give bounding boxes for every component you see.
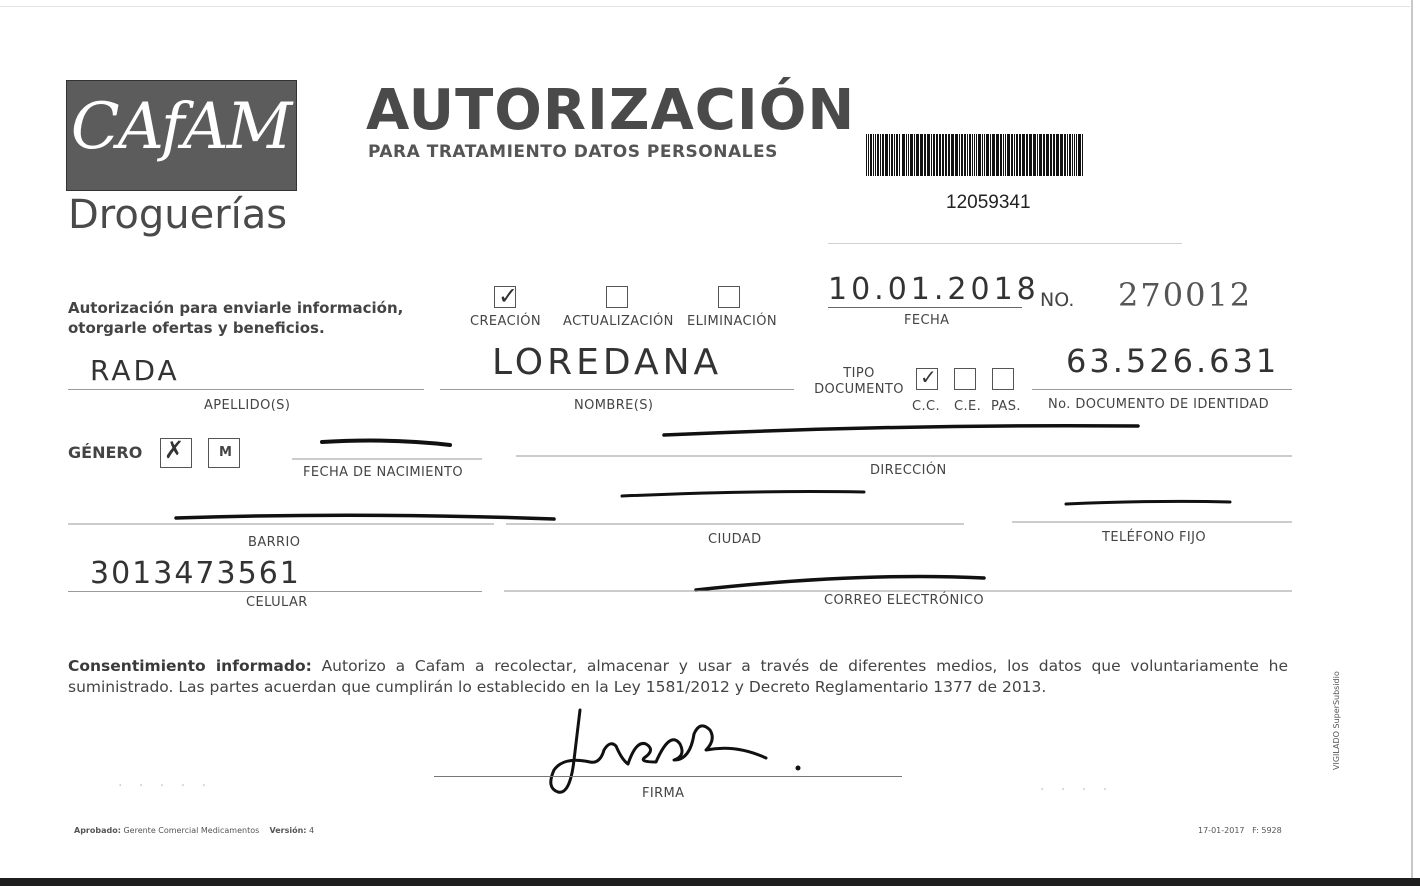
fecha-nacimiento-label: FECHA DE NACIMIENTO: [303, 465, 463, 480]
barcode-bar: [891, 134, 893, 176]
barcode: [866, 134, 1086, 176]
genero-m-label: M: [219, 445, 233, 460]
check-mark-genero-f: ✗: [164, 436, 185, 464]
barcode-bar: [875, 134, 876, 176]
barcode-bar: [955, 134, 958, 176]
checkbox-pas[interactable]: [992, 368, 1014, 390]
date-code: 17-01-2017: [1198, 826, 1245, 835]
barcode-bar: [896, 134, 898, 176]
barcode-bar: [1046, 134, 1049, 176]
barcode-bar: [1076, 134, 1077, 176]
vigilado-mark: VIGILADO SuperSubsidio: [1332, 671, 1341, 770]
barcode-bar: [906, 134, 907, 176]
barcode-bar: [969, 134, 971, 176]
barcode-bar: [967, 134, 968, 176]
barcode-bar: [924, 134, 926, 176]
direccion-label: DIRECCIÓN: [870, 463, 947, 478]
footer-approval: [74, 826, 314, 835]
barcode-bar: [1014, 134, 1015, 176]
barcode-bar: [931, 134, 932, 176]
barcode-bar: [972, 134, 973, 176]
barcode-bar: [1053, 134, 1055, 176]
barcode-bar: [951, 134, 954, 176]
barcode-bar: [885, 134, 888, 176]
barcode-bar: [996, 134, 999, 176]
barcode-bar: [959, 134, 960, 176]
barcode-bar: [873, 134, 874, 176]
telefono-label: TELÉFONO FIJO: [1102, 530, 1206, 545]
doc-type-pas-label: PAS.: [991, 399, 1021, 414]
barcode-bar: [889, 134, 890, 176]
faint-artifact-left: · · · · ·: [118, 778, 213, 794]
genero-label: GÉNERO: [68, 443, 143, 462]
check-mark-cc: ✓: [920, 365, 937, 389]
barcode-bar: [1069, 134, 1071, 176]
barcode-bar: [880, 134, 881, 176]
apellidos-line: [68, 389, 424, 390]
documento-value[interactable]: 63.526.631: [1066, 342, 1280, 380]
checkbox-eliminacion[interactable]: [718, 286, 740, 308]
no-label: NO.: [1040, 289, 1075, 311]
celular-value[interactable]: 3013473561: [90, 556, 301, 591]
version-label: Versión:: [269, 826, 307, 835]
barcode-bar: [1016, 134, 1018, 176]
barcode-bar: [942, 134, 944, 176]
barcode-bar: [1072, 134, 1073, 176]
fecha-line: [828, 307, 1022, 308]
barcode-bar: [899, 134, 900, 176]
consent-text: Autorizo a Cafam a recolectar, almacenar y usar a través de diferentes medios, los datos que voluntariamente he suministrado. Las partes acuerdan que cumplirán lo establecido en la Ley 1581/2012 y Decreto Reglamentario 1377 de 2013.: [68, 657, 1288, 696]
barcode-bar: [974, 134, 975, 176]
barrio-label: BARRIO: [248, 535, 301, 550]
barcode-bar: [961, 134, 963, 176]
documento-label: No. DOCUMENTO DE IDENTIDAD: [1048, 397, 1270, 412]
barcode-bar: [1074, 134, 1075, 176]
barcode-bar: [1043, 134, 1045, 176]
form-number: 270012: [1118, 276, 1253, 314]
check-mark-creacion: ✓: [498, 282, 519, 310]
barcode-bar: [908, 134, 909, 176]
barcode-bar: [933, 134, 935, 176]
celular-line: [68, 591, 482, 592]
fecha-nacimiento-redaction: [290, 436, 490, 466]
cafam-logo-text: CAfAM: [70, 90, 291, 164]
authorization-intro: Autorización para enviarle información, otorgarle ofertas y beneficios.: [68, 299, 404, 337]
nombres-label: NOMBRE(S): [574, 398, 654, 413]
barcode-bar: [1000, 134, 1002, 176]
option-label-creacion: CREACIÓN: [470, 314, 542, 329]
barcode-bar: [978, 134, 981, 176]
barcode-bar: [1026, 134, 1028, 176]
barcode-bar: [882, 134, 884, 176]
barcode-bar: [1005, 134, 1006, 176]
page-right-edge: [1411, 0, 1413, 878]
barrio-ciudad-telefono-redactions: [60, 482, 1300, 532]
faint-artifact-right: · · · ·: [1040, 782, 1114, 798]
apellidos-label: APELLIDO(S): [204, 398, 291, 413]
doc-type-cc-label: C.C.: [912, 399, 941, 414]
barcode-bar: [866, 134, 867, 176]
ciudad-label: CIUDAD: [708, 532, 762, 547]
correo-label: CORREO ELECTRÓNICO: [824, 593, 984, 608]
barcode-bar: [1067, 134, 1068, 176]
barcode-bar: [1007, 134, 1010, 176]
barcode-bar: [1056, 134, 1059, 176]
divider-line: [828, 243, 1182, 244]
barcode-bar: [945, 134, 947, 176]
celular-label: CELULAR: [246, 595, 308, 610]
barcode-bar: [870, 134, 872, 176]
aprobado-value: Gerente Comercial Medicamentos: [123, 826, 260, 835]
barcode-bar: [914, 134, 915, 176]
consent-paragraph: [68, 656, 1288, 698]
firma-line: [434, 776, 902, 777]
version-value: 4: [309, 826, 315, 835]
barcode-bar: [1033, 134, 1036, 176]
scan-top-line: [0, 6, 1410, 7]
nombres-line: [440, 389, 794, 390]
barcode-bar: [1064, 134, 1066, 176]
barcode-bar: [894, 134, 895, 176]
barcode-bar: [1029, 134, 1032, 176]
barcode-bar: [1011, 134, 1013, 176]
checkbox-ce[interactable]: [954, 368, 976, 390]
barcode-bar: [990, 134, 991, 176]
barcode-bar: [1078, 134, 1081, 176]
barcode-bar: [992, 134, 995, 176]
documento-line: [1032, 389, 1292, 390]
scan-bottom-edge: [0, 878, 1420, 886]
fecha-label: FECHA: [904, 313, 950, 328]
barcode-bar: [916, 134, 919, 176]
page-title: AUTORIZACIÓN: [366, 78, 856, 143]
direccion-redaction: [510, 420, 1300, 460]
barcode-number: 12059341: [946, 192, 1031, 213]
barcode-bar: [877, 134, 879, 176]
correo-redaction: [500, 566, 1300, 596]
barcode-bar: [1039, 134, 1042, 176]
barcode-bar: [1003, 134, 1004, 176]
doc-type-ce-label: C.E.: [954, 399, 982, 414]
aprobado-label: Aprobado:: [74, 826, 121, 835]
barcode-bar: [910, 134, 913, 176]
option-label-actualizacion: ACTUALIZACIÓN: [563, 314, 674, 329]
barcode-bar: [1037, 134, 1038, 176]
barcode-bar: [1022, 134, 1025, 176]
barcode-bar: [982, 134, 983, 176]
barcode-bar: [1082, 134, 1083, 176]
option-label-eliminacion: ELIMINACIÓN: [687, 314, 777, 329]
tipo-documento-label: TIPO DOCUMENTO: [814, 366, 904, 397]
barcode-bar: [1050, 134, 1052, 176]
barcode-bar: [948, 134, 950, 176]
barcode-bar: [984, 134, 985, 176]
barcode-bar: [964, 134, 966, 176]
consent-heading: Consentimiento informado:: [68, 657, 312, 675]
barcode-bar: [927, 134, 930, 176]
firma-label: FIRMA: [642, 786, 685, 801]
barcode-bar: [868, 134, 869, 176]
checkbox-actualizacion[interactable]: [606, 286, 628, 308]
barcode-bar: [1019, 134, 1021, 176]
barcode-bar: [936, 134, 938, 176]
logo-subtitle: Droguerías: [68, 192, 288, 238]
barcode-bar: [1060, 134, 1063, 176]
barcode-bar: [902, 134, 905, 176]
barcode-bar: [976, 134, 977, 176]
barcode-bar: [920, 134, 923, 176]
form-code: F: 5928: [1252, 826, 1282, 835]
nombres-value[interactable]: LOREDANA: [492, 342, 723, 383]
barcode-bar: [986, 134, 989, 176]
page-subtitle: PARA TRATAMIENTO DATOS PERSONALES: [368, 142, 778, 162]
barcode-bar: [939, 134, 941, 176]
footer-codes: [1198, 826, 1282, 835]
fecha-value[interactable]: 10.01.2018: [828, 272, 1040, 307]
apellidos-value[interactable]: RADA: [90, 354, 180, 387]
